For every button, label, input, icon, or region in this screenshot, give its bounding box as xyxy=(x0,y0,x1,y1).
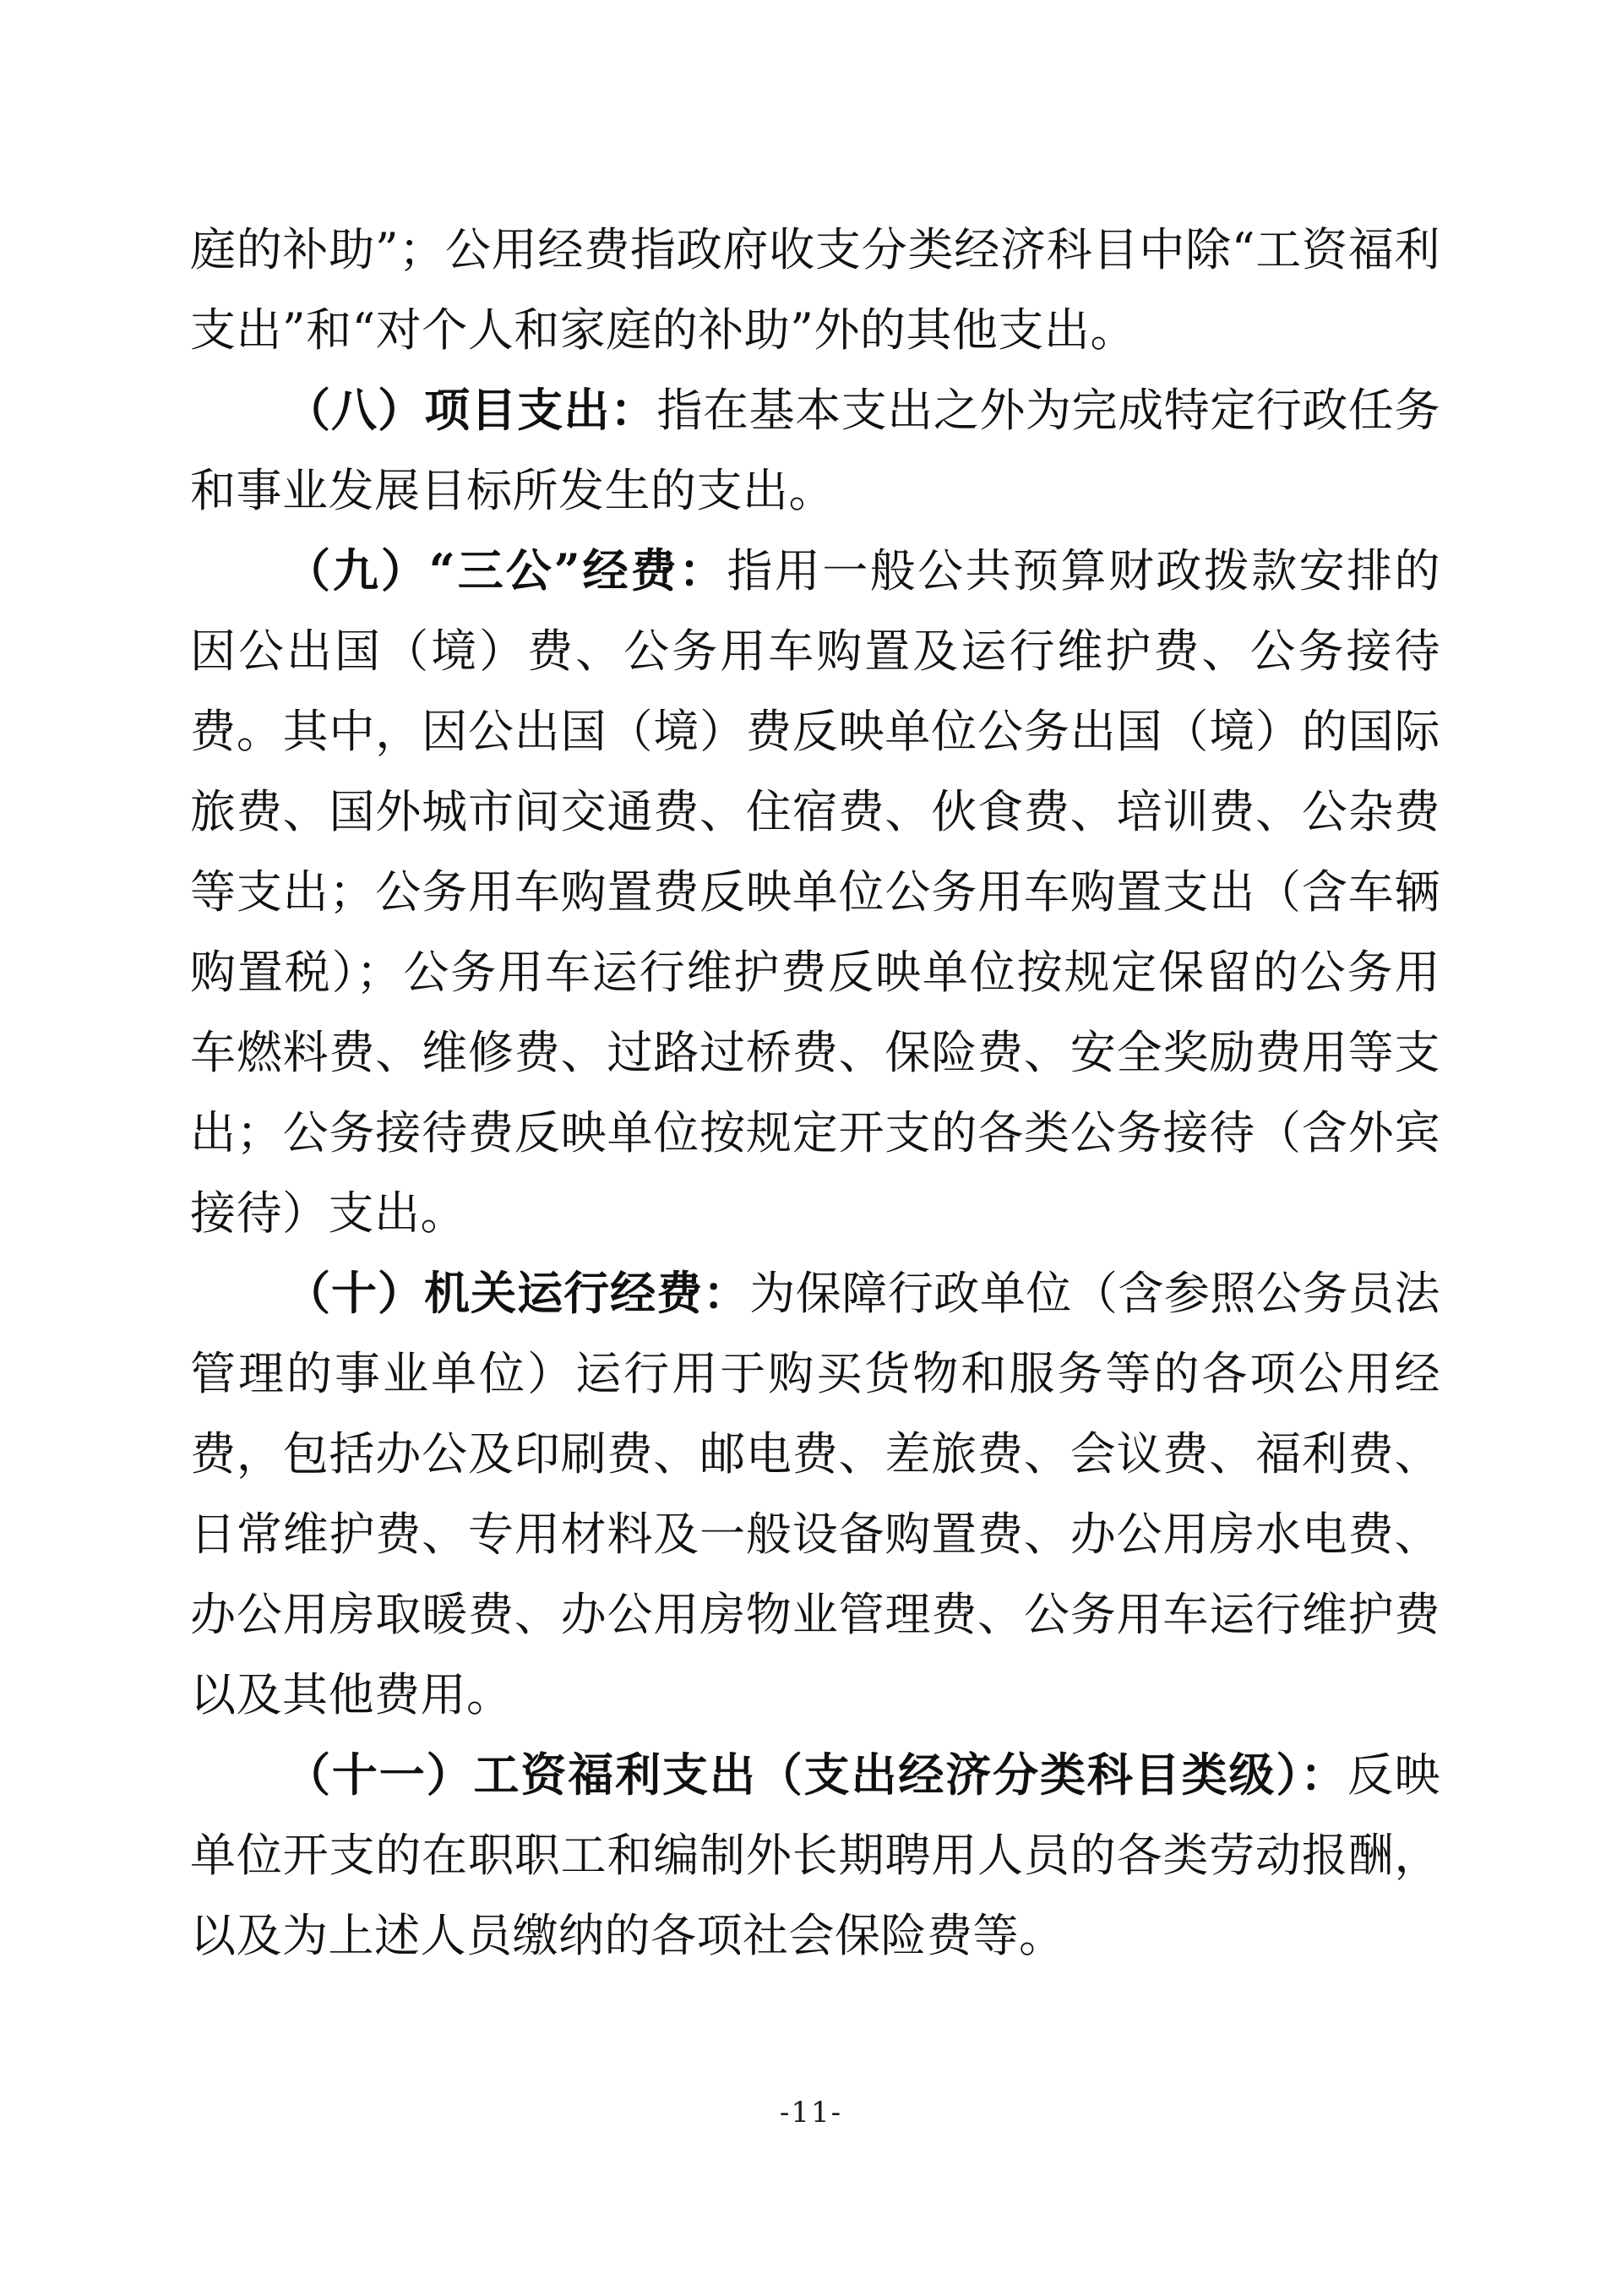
paragraph-item-9-sangong-jingfei xyxy=(190,531,1440,1253)
paragraph-body-text: 指用一般公共预算财政拨款安排的因公出国（境）费、公务用车购置及运行维护费、公务接待费。其中，因公出国（境）费反映单位公务出国（境）的国际旅费、国外城市间交通费、住宿费、伙食费、培训费、公杂费等支出；公务用车购置费反映单位公务用车购置支出（含车辆购置税）；公务用车运行维护费反映单位按规定保留的公务用车燃料费、维修费、过路过桥费、保险费、安全奖励费用等支出；公务接待费反映单位按规定开支的各类公务接待（含外宾接待）支出。 xyxy=(190,544,1441,1240)
paragraph-item-10-jiguan-yunxing-jingfei xyxy=(190,1253,1440,1735)
paragraph-body-text: 庭的补助”；公用经费指政府收支分类经济科目中除“工资福利支出”和“对个人和家庭的补助”外的其他支出。 xyxy=(190,223,1440,357)
paragraph-body-text: 反映单位开支的在职职工和编制外长期聘用人员的各类劳动报酬，以及为上述人员缴纳的各项社会保险费等。 xyxy=(190,1748,1440,1962)
paragraph-lead-label: （十一）工资福利支出（支出经济分类科目类级）： xyxy=(285,1748,1348,1802)
paragraph-item-11-gongzi-fuli-zhichu xyxy=(190,1735,1440,1976)
paragraph-item-8-xiangmu-zhichu xyxy=(190,370,1440,531)
document-text-body xyxy=(190,210,1440,1976)
paragraph-body-text: 指在基本支出之外为完成特定行政任务和事业发展目标所发生的支出。 xyxy=(190,384,1440,517)
paragraph-lead-label: （九）“三公”经费： xyxy=(285,543,727,597)
page-number: -11- xyxy=(779,2096,843,2130)
paragraph-body-text: 为保障行政单位（含参照公务员法管理的事业单位）运行用于购买货物和服务等的各项公用经费，包括办公及印刷费、邮电费、差旅费、会议费、福利费、日常维护费、专用材料及一般设备购置费、办公用房水电费、办公用房取暖费、办公用房物业管理费、公务用车运行维护费以及其他费用。 xyxy=(190,1267,1441,1721)
paragraph-lead-label: （十）机关运行经费： xyxy=(285,1266,750,1320)
paragraph-gongyong-jingfei-continuation xyxy=(190,210,1440,370)
paragraph-lead-label: （八）项目支出： xyxy=(285,383,657,437)
